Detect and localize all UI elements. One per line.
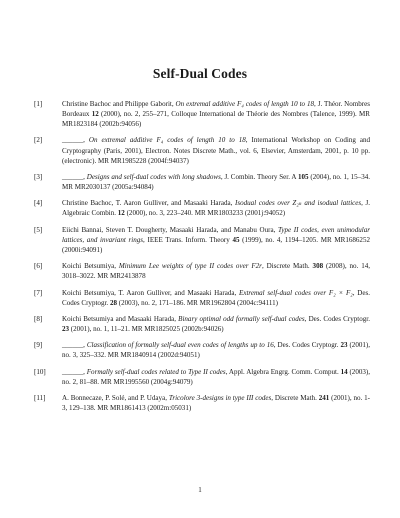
reference-details: (2004), no. 1, 15–34. MR MR2030137 (2005a:94084) — [62, 172, 371, 192]
reference-venue: , J. Combin. Theory Ser. A — [220, 172, 298, 181]
reference-number: [5] — [34, 225, 43, 234]
reference-title: Extremal self-dual codes over F₂ × F₂ — [239, 288, 353, 297]
reference-details: (2003), no. 2, 81–88. MR MR1995560 (2004g:94079) — [62, 367, 371, 386]
reference-authors: Koichi Betsumiya, — [62, 262, 119, 271]
reference-venue: , Discrete Math. — [271, 394, 319, 403]
reference-body — [62, 199, 370, 217]
reference-venue: , Des. Codes Cryptogr. — [304, 314, 370, 323]
reference-list — [34, 99, 370, 419]
reference-body — [62, 368, 370, 386]
reference-title: Type II codes, even unimodular lattices, and invariant rings — [62, 225, 370, 244]
reference-venue: , Appl. Algebra Engrg. Comm. Comput. — [225, 367, 341, 376]
reference-volume: 45 — [232, 235, 240, 244]
reference-details: (1999), no. 4, 1194–1205. MR MR1686252 (2000i:94091) — [62, 235, 370, 254]
reference-volume: 105 — [298, 172, 309, 181]
reference-venue: , International Workshop on Coding and Cryptography (Paris, 2001), Electron. Notes Discrete Math., vol. 6, Elsevier, Amsterdam, 2001, p. 10 pp. (electronic). MR MR1985228 (2004f:94037) — [62, 136, 371, 165]
reference-number: [9] — [34, 341, 43, 350]
reference-body — [62, 136, 370, 164]
reference-item — [34, 367, 370, 387]
reference-title: On extremal additive F₄ codes of length 10 to 18 — [175, 100, 315, 108]
reference-number: [7] — [34, 288, 43, 297]
reference-details: (2001), no. 3, 325–332. MR MR1840914 (2002d:94051) — [62, 341, 371, 360]
reference-body — [62, 226, 370, 254]
reference-item — [34, 340, 370, 360]
reference-body — [62, 289, 370, 307]
reference-title: Isodual codes over Z₂ₖ and isodual lattices — [235, 199, 362, 208]
reference-volume: 23 — [340, 341, 348, 350]
reference-title: Formally self-dual codes related to Type II codes — [86, 367, 226, 376]
reference-venue: , Discrete Math. — [261, 262, 313, 271]
reference-number: [3] — [34, 172, 43, 181]
reference-volume: 14 — [340, 367, 348, 376]
reference-title: Tricolore 3-designs in type III codes — [168, 394, 272, 403]
reference-item — [34, 198, 370, 218]
reference-number: [11] — [34, 394, 46, 403]
reference-title: Designs and self-dual codes with long shadows — [86, 172, 221, 181]
reference-venue: , J. Théor. Nombres Bordeaux — [62, 100, 370, 119]
reference-title: Binary optimal odd formally self-dual codes — [178, 314, 305, 323]
reference-item — [34, 314, 370, 334]
reference-item — [34, 135, 370, 165]
reference-number: [6] — [34, 262, 43, 271]
reference-number: [1] — [34, 100, 43, 108]
reference-venue: , Des. Codes Cryptogr. — [273, 341, 341, 350]
reference-authors: ______, — [62, 172, 87, 181]
reference-venue: , Des. Codes Cryptogr. — [62, 288, 370, 307]
reference-body — [62, 341, 370, 359]
reference-details: (2003), no. 2, 171–186. MR MR1962804 (2004c:94111) — [117, 298, 278, 307]
reference-authors: Koichi Betsumiya and Masaaki Harada, — [62, 314, 179, 323]
reference-details: (2001), no. 1-3, 129–138. MR MR1861413 (2002m:05031) — [62, 394, 371, 413]
reference-authors: ______, — [62, 367, 87, 376]
reference-volume: 241 — [318, 394, 330, 403]
reference-details: (2000), no. 2, 255–271, Colloque International de Théorie des Nombres (Talence, 1999). MR MR1823184 (2002b:94056) — [62, 110, 370, 129]
reference-details: (2000), no. 3, 223–240. MR MR1803233 (2001j:94052) — [124, 209, 286, 218]
reference-title: Classification of formally self-dual even codes of lengths up to 16 — [86, 341, 274, 350]
reference-authors: A. Bonnecaze, P. Solé, and P. Udaya, — [62, 394, 169, 403]
reference-authors: Christine Bachoc and Philippe Gaborit, — [62, 100, 176, 108]
reference-number: [8] — [34, 314, 43, 323]
reference-item — [34, 393, 370, 413]
reference-title: Minimum Lee weights of type II codes over F2r — [118, 262, 262, 271]
reference-venue: , IEEE Trans. Inform. Theory — [143, 235, 233, 244]
reference-item — [34, 261, 370, 281]
reference-authors: Christine Bachoc, T. Aaron Gulliver, and Masaaki Harada, — [62, 199, 236, 208]
reference-volume: 12 — [91, 110, 99, 119]
reference-venue: , J. Algebraic Combin. — [62, 199, 371, 218]
reference-title: On extremal additive F₄ codes of length 10 to 18 — [88, 136, 246, 145]
page-title: Self-Dual Codes — [152, 66, 248, 81]
reference-item — [34, 172, 370, 192]
reference-authors: ______, — [62, 341, 87, 350]
reference-number: [2] — [34, 136, 43, 145]
reference-number: [10] — [34, 367, 46, 376]
reference-authors: Eiichi Bannai, Steven T. Dougherty, Masaaki Harada, and Manabu Oura, — [62, 225, 278, 234]
reference-volume: 12 — [117, 209, 125, 218]
reference-authors: ______, — [62, 136, 89, 145]
reference-item — [34, 99, 370, 129]
reference-body — [62, 173, 370, 191]
reference-details: (2001), no. 1, 11–21. MR MR1825025 (2002b:94026) — [69, 325, 224, 333]
reference-item — [34, 225, 370, 255]
reference-body — [62, 394, 370, 412]
reference-body — [62, 100, 370, 128]
reference-body — [62, 262, 370, 280]
reference-details: (2008), no. 14, 3018–3022. MR MR2413878 — [62, 262, 371, 281]
reference-volume: 28 — [109, 298, 118, 307]
reference-number: [4] — [34, 199, 43, 208]
reference-volume: 308 — [312, 262, 324, 271]
page-number: 1 — [198, 486, 202, 494]
reference-body — [62, 315, 370, 333]
reference-authors: Koichi Betsumiya, T. Aaron Gulliver, and Masaaki Harada, — [62, 288, 240, 297]
reference-item — [34, 288, 370, 308]
reference-volume: 23 — [62, 325, 70, 333]
